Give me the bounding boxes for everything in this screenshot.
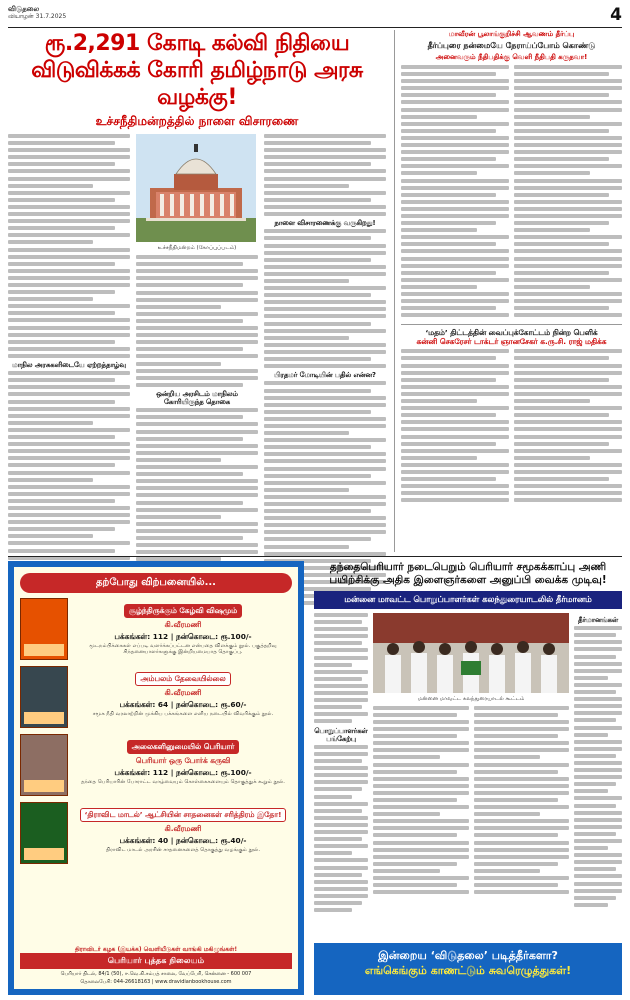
meeting-image — [373, 613, 569, 693]
lead-subheading: ஒன்றிய அரசிடம் மாநிலம் கோரியிருந்த தொகை — [156, 389, 238, 407]
book-info — [74, 598, 292, 660]
body-text — [8, 134, 130, 358]
book-title: சூழ்ந்திருக்கும் கேழ்வி விஷமும் — [124, 604, 242, 618]
body-text — [136, 408, 258, 561]
book-description: சமூக நீதி வரலாற்றின் முக்கிய பக்கங்களை எளிய நடையில் விவரிக்கும் நூல். — [92, 711, 274, 717]
right2-col-1 — [401, 349, 509, 505]
right-story-2-body — [401, 349, 622, 505]
book-item — [20, 598, 292, 660]
book-item — [20, 802, 292, 864]
book-info — [74, 666, 292, 728]
book-title: ‘திராவிட மாடல்’ ஆட்சியின் சாதனைகள் சரித்திரம் இதோ! — [80, 808, 287, 822]
book-cover-image — [20, 666, 68, 728]
book-price: பக்கங்கள்: 64 | நன்கொடை: ரூ.60/- — [119, 700, 247, 709]
body-text — [264, 134, 386, 216]
date-line: வியாழன் 31.7.2025 — [8, 13, 67, 20]
right-col-2 — [514, 65, 622, 320]
book-price: பக்கங்கள்: 112 | நன்கொடை: ரூ.100/- — [114, 632, 252, 641]
book-title: அலைகளினுமையில் பெரியார் — [127, 740, 240, 754]
story-2-subheading: தீர்மானங்கள் — [577, 616, 619, 624]
right-column — [394, 30, 622, 552]
publisher-address: பெரியார் திடல், 84/1 (50), ஈ.வெ.கி.சம்பத் சாலை, வேப்பேரி, சென்னை - 600 007 — [60, 971, 252, 977]
book-cover-image — [20, 734, 68, 796]
book-price: பக்கங்கள்: 112 | நன்கொடை: ரூ.100/- — [114, 768, 252, 777]
supreme-court-photo — [136, 134, 256, 242]
lead-subheading: நாளை விசாரணைக்கு வருகிறது! — [274, 219, 376, 228]
banner-line-2: எங்கெங்கும் காணட்டும் சுவரெழுத்துகள்! — [364, 964, 572, 977]
book-description: மூடநம்பிக்கைகள் எப்படி வளர்க்கப்பட்டன என்பதை விளக்கும் நூல். பகுத்தறிவு சிந்தனையாளர்களுக்கு இன்றியமையாத தொகுப்பு. — [89, 643, 277, 656]
right2-col-2 — [514, 349, 622, 505]
paper-name: விடுதலை — [8, 5, 40, 13]
book-item — [20, 734, 292, 796]
ad-footer-note: திராவிடர் கழக (இயக்க) வெளியீடுகள் வாங்கி மகிழுங்கள்! — [74, 945, 238, 953]
masthead — [8, 6, 622, 28]
lead-subhead: உச்சநீதிமன்றத்தில் நாளை விசாரணை — [95, 114, 299, 128]
book-cover-image — [20, 598, 68, 660]
lead-col-3 — [264, 134, 386, 608]
supreme-court-image — [136, 134, 256, 242]
lead-photo-caption: உச்சநீதிமன்றம் (கோப்புப்படம்) — [157, 245, 237, 251]
lead-body — [8, 134, 386, 608]
right-story-2-line1: ‘மதம்’ திட்டத்தின் வைப்புக்கோட்டம் நின்ற பெளிக் — [425, 328, 598, 338]
story-2-col-2 — [373, 613, 569, 933]
publisher-name: பெரியார் புத்தக நிலையம் — [20, 953, 292, 969]
story-2-subheading: பொறுப்பாளர்கள் பங்கேற்பு — [314, 726, 368, 743]
bottom-section — [8, 556, 622, 994]
story-2-subhead: மன்னை மாவட்ட பொறுப்பாளர்கள் கலந்துரையாடலில் தீர்மானம் — [314, 591, 622, 609]
book-description: தந்தை பெரியாரின் போராட்ட வாழ்வையும் கொள்கைகளையும் தொகுத்துக் கூறும் நூல். — [81, 779, 285, 785]
lead-col-2 — [136, 134, 258, 608]
lead-subheading: பிரதமர் மோடியின் பதில் என்ன? — [274, 371, 376, 380]
right-story-headline: தீர்ப்புரை நன்மையே நேராய்ப்போம் கொண்டு — [427, 41, 596, 50]
right-story-body — [401, 65, 622, 320]
promo-banner — [314, 943, 622, 995]
book-item — [20, 666, 292, 728]
story-2-headline: தந்தைபெரியார் நடைபெறும் பெரியார் சமூகக்காப்பு அணி பயிற்சிக்கு அதிக இளைஞர்களை அனுப்பி வைக்க முடிவு! — [329, 561, 607, 586]
book-author: கி.வீரமணி — [164, 688, 202, 697]
top-section — [8, 30, 622, 552]
lead-headline: ரூ.2,291 கோடி கல்வி நிதியை விடுவிக்கக் கோரி தமிழ்நாடு அரசு வழக்கு! — [31, 31, 363, 110]
book-author: கி.வீரமணி — [164, 824, 202, 833]
lead-col-1 — [8, 134, 130, 608]
right-story-subhead: அனைவரும் நீதிபதிக்கு வெளி நீதிபதி கருதவா! — [435, 53, 588, 61]
banner-line-1: இன்றைய ‘விடுதலை’ படித்தீர்களா? — [378, 949, 558, 962]
story-2-col-1 — [314, 613, 368, 933]
body-text — [136, 255, 258, 387]
book-description: திராவிட மாடல் அரசின் சாதனைகளைத் தொகுத்து வழங்கும் நூல். — [105, 847, 261, 853]
story-2-photo-caption: மன்னை மாவட்ட கலந்துரையாடல் கூட்டம் — [417, 696, 525, 702]
book-price: பக்கங்கள்: 40 | நன்கொடை: ரூ.40/- — [119, 836, 247, 845]
lead-story — [8, 30, 386, 552]
right-story-2-line2: கன்னி செகரேசர் டாக்டர் ஞானசேகர் க.ரு.சி. ராஜ் மதிக்க — [416, 337, 607, 347]
ad-panel — [14, 567, 298, 989]
right-story-2 — [401, 324, 622, 505]
right-story-kicker: மாவீரன் பூலாங்குறிச்சி ஆவணம் தீர்ப்பு — [448, 30, 575, 38]
book-title: அம்பலம் தேவையில்லை — [135, 672, 230, 686]
meeting-photo — [373, 613, 569, 693]
story-2-col-3 — [574, 613, 622, 933]
story-2 — [314, 561, 622, 995]
story-2-subcols — [373, 706, 569, 898]
body-text — [373, 706, 469, 898]
publisher-contact: தொலைபேசி: 044-26618163 | www.dravidianbookhouse.com — [80, 979, 232, 985]
book-cover-image — [20, 802, 68, 864]
body-text — [264, 229, 386, 368]
lead-subheading: மாநில அரசுகளிடையே ஏற்றத்தாழ்வு — [12, 361, 126, 369]
page-number: 4 — [610, 5, 622, 25]
book-info — [74, 802, 292, 864]
book-info — [74, 734, 292, 796]
ad-title: தற்போது விற்பனையில்... — [20, 573, 292, 593]
story-2-body — [314, 613, 622, 933]
book-author: கி.வீரமணி — [164, 620, 202, 629]
right-col-1 — [401, 65, 509, 320]
book-advertisement — [8, 561, 304, 995]
masthead-info — [8, 6, 66, 20]
body-text — [474, 706, 570, 898]
ad-footer — [20, 946, 292, 985]
book-author: பெரியார் ஒரு போர்க் கருவி — [135, 756, 231, 765]
